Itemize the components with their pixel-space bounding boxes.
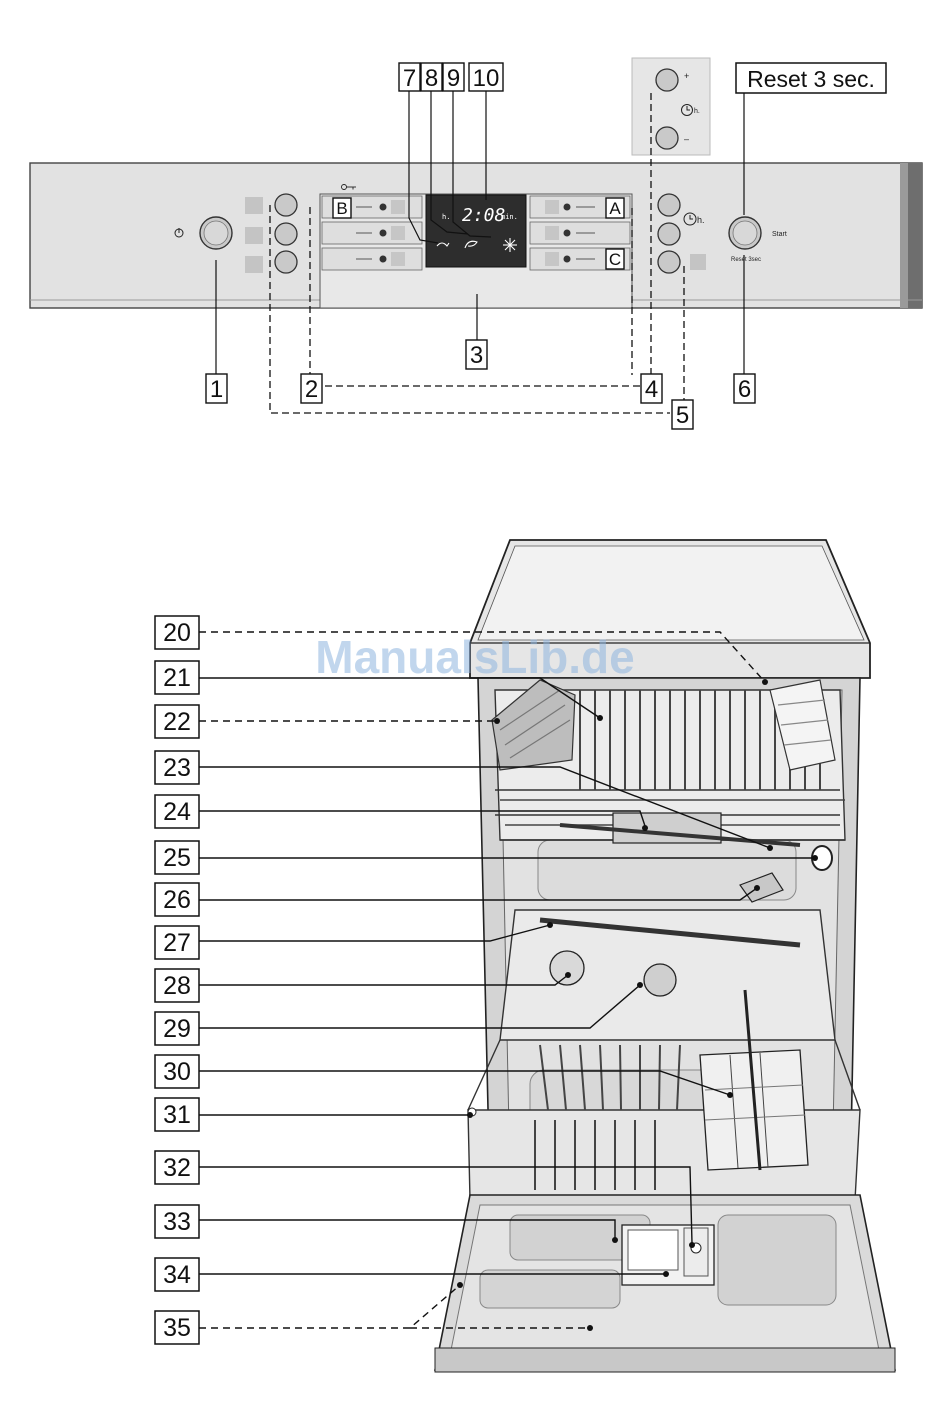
svg-text:8: 8 bbox=[424, 65, 439, 92]
svg-text:Reset 3 sec.: Reset 3 sec. bbox=[747, 66, 875, 92]
callout-32 bbox=[155, 1151, 199, 1184]
svg-text:25: 25 bbox=[163, 844, 191, 872]
svg-text:A: A bbox=[609, 199, 621, 218]
callout-7 bbox=[399, 63, 420, 92]
program-letter-a bbox=[606, 198, 624, 218]
callout-6 bbox=[734, 374, 755, 403]
power-button[interactable] bbox=[200, 217, 232, 249]
callout-25 bbox=[155, 841, 199, 874]
left-option-button-3[interactable] bbox=[275, 251, 297, 273]
callout-31 bbox=[155, 1098, 199, 1131]
program-letter-c bbox=[606, 249, 624, 269]
callout-22 bbox=[155, 705, 199, 738]
callout-21 bbox=[155, 661, 199, 694]
svg-text:2: 2 bbox=[304, 376, 319, 403]
svg-text:5: 5 bbox=[675, 402, 690, 429]
svg-text:34: 34 bbox=[163, 1261, 191, 1289]
svg-text:4: 4 bbox=[644, 376, 659, 403]
svg-text:3: 3 bbox=[469, 342, 484, 369]
timer-button-3[interactable] bbox=[658, 251, 680, 273]
svg-text:h.: h. bbox=[694, 108, 700, 115]
callout-10 bbox=[469, 63, 503, 92]
left-option-indicators bbox=[245, 197, 263, 273]
callout-34 bbox=[155, 1258, 199, 1291]
svg-text:33: 33 bbox=[163, 1208, 191, 1236]
timer-inset bbox=[632, 58, 710, 155]
svg-text:22: 22 bbox=[163, 708, 191, 736]
callout-9 bbox=[443, 63, 464, 92]
svg-text:28: 28 bbox=[163, 972, 191, 1000]
svg-text:32: 32 bbox=[163, 1154, 191, 1182]
callout-4 bbox=[641, 374, 662, 403]
svg-text:–: – bbox=[684, 134, 690, 144]
svg-text:h.: h. bbox=[697, 215, 705, 225]
svg-text:B: B bbox=[336, 199, 348, 218]
svg-text:C: C bbox=[608, 250, 622, 269]
callout-33 bbox=[155, 1205, 199, 1238]
left-option-button-1[interactable] bbox=[275, 194, 297, 216]
svg-text:9: 9 bbox=[446, 65, 461, 92]
svg-text:23: 23 bbox=[163, 754, 191, 782]
callout-1 bbox=[206, 374, 227, 403]
callout-24 bbox=[155, 795, 199, 828]
filter-system bbox=[644, 964, 676, 996]
svg-text:30: 30 bbox=[163, 1058, 191, 1086]
control-panel bbox=[30, 58, 922, 429]
callout-8 bbox=[421, 63, 442, 92]
svg-text:26: 26 bbox=[163, 886, 191, 914]
digital-display bbox=[426, 195, 526, 267]
sparkle-icon bbox=[503, 238, 517, 252]
watermark: ManualsLib.de bbox=[315, 631, 635, 683]
svg-text:10: 10 bbox=[472, 65, 500, 92]
callout-27 bbox=[155, 926, 199, 959]
svg-text:21: 21 bbox=[163, 664, 191, 692]
svg-text:7: 7 bbox=[402, 65, 417, 92]
callout-30 bbox=[155, 1055, 199, 1088]
svg-text:29: 29 bbox=[163, 1015, 191, 1043]
reset-callout bbox=[736, 63, 886, 93]
callout-23 bbox=[155, 751, 199, 784]
display-time: 2:08 bbox=[462, 205, 506, 226]
callout-29 bbox=[155, 1012, 199, 1045]
salt-container bbox=[550, 951, 584, 985]
svg-text:24: 24 bbox=[163, 798, 191, 826]
callout-28 bbox=[155, 969, 199, 1002]
timer-minus-button bbox=[656, 127, 678, 149]
svg-text:1: 1 bbox=[209, 376, 224, 403]
callout-26 bbox=[155, 883, 199, 916]
svg-text:+: + bbox=[684, 71, 690, 81]
timer-indicator bbox=[690, 254, 706, 270]
start-button[interactable] bbox=[729, 217, 761, 249]
svg-text:6: 6 bbox=[737, 376, 752, 403]
svg-text:20: 20 bbox=[163, 619, 191, 647]
start-label: Start bbox=[772, 231, 787, 238]
timer-button-1[interactable] bbox=[658, 194, 680, 216]
display-minutes-label: min. bbox=[501, 213, 518, 221]
svg-text:27: 27 bbox=[163, 929, 191, 957]
display-hours-label: h. bbox=[442, 213, 451, 221]
svg-text:35: 35 bbox=[163, 1314, 191, 1342]
left-option-button-2[interactable] bbox=[275, 223, 297, 245]
reset-small-label: Reset 3sec bbox=[731, 257, 762, 263]
callout-5 bbox=[672, 400, 693, 429]
callout-35 bbox=[155, 1311, 199, 1344]
callout-3 bbox=[466, 340, 487, 369]
callout-20 bbox=[155, 616, 199, 649]
program-letter-b bbox=[333, 198, 351, 218]
timer-button-2[interactable] bbox=[658, 223, 680, 245]
timer-plus-button bbox=[656, 69, 678, 91]
svg-text:31: 31 bbox=[163, 1101, 191, 1129]
callout-2 bbox=[301, 374, 322, 403]
